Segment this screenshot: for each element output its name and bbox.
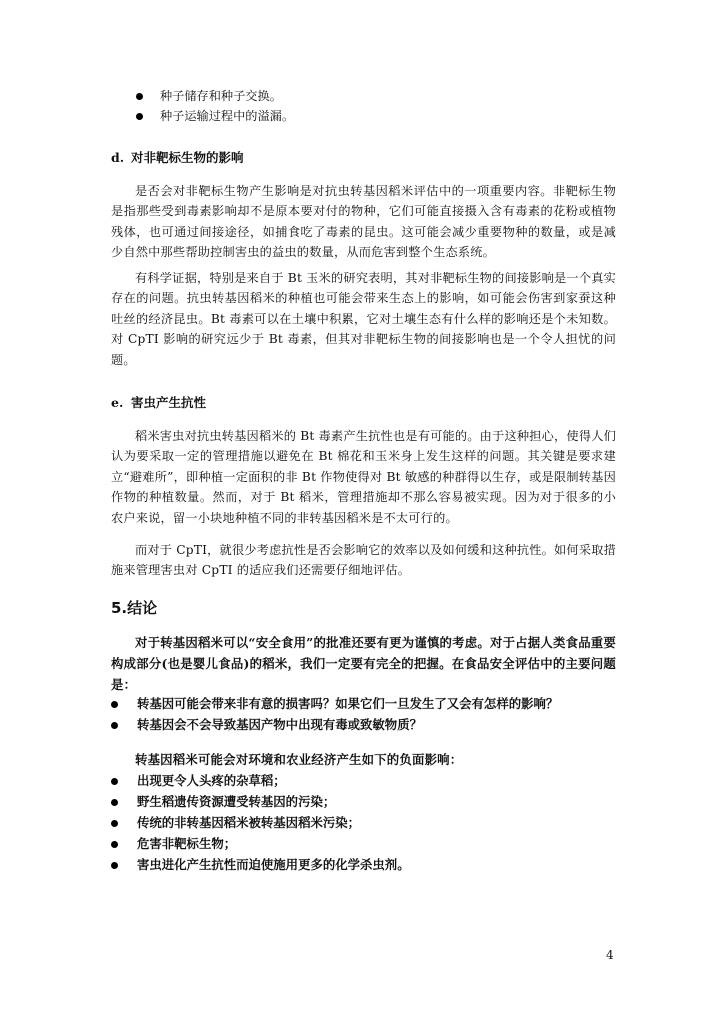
- bullet-icon: [111, 820, 118, 827]
- list-item: 害虫进化产生抗性而迫使施用更多的化学杀虫剂。: [111, 854, 616, 875]
- conclusion-intro: 对于转基因稻米可以“安全食用”的批准还要有更为谨慎的考虑。对于占据人类食品重要构成部分(也是婴儿食品)的稻米，我们一定要有完全的把握。在食品安全评估中的主要问题是：: [111, 635, 616, 692]
- bullet-icon: [111, 841, 118, 848]
- impacts-intro: 转基因稻米可能会对环境和农业经济产生如下的负面影响：: [135, 752, 463, 767]
- bullet-icon: [136, 113, 143, 120]
- food-safety-questions-list: [111, 693, 616, 735]
- bullet-icon: [111, 799, 118, 806]
- bullet-icon: [111, 701, 118, 708]
- section-label: e.: [111, 395, 124, 410]
- section-title: 害虫产生抗性: [131, 395, 207, 410]
- top-bullet-list: [111, 86, 616, 127]
- list-item: 危害非靶标生物；: [111, 833, 616, 854]
- list-item: 种子储存和种子交换。: [111, 86, 616, 106]
- list-item: 出现更令人头疼的杂草稻；: [111, 770, 616, 791]
- list-item: 转基因会不会导致基因产物中出现有毒或致敏物质？: [111, 714, 616, 735]
- section-d-heading: [111, 148, 616, 166]
- section-e-heading: [111, 393, 616, 411]
- bullet-icon: [111, 862, 118, 869]
- negative-impacts-list: [111, 770, 616, 875]
- list-item: 转基因可能会带来非有意的损害吗？如果它们一旦发生了又会有怎样的影响？: [111, 693, 616, 714]
- bullet-icon: [136, 93, 143, 100]
- section-d-paragraph-1: 是否会对非靶标生物产生影响是对抗虫转基因稻米评估中的一项重要内容。非靶标生物是指那些受到毒素影响却不是原本要对付的物种，它们可能直接摄入含有毒素的花粉或植物残体，也可通过间接途径，如捕食吃了毒素的昆虫。这可能会减少重要物种的数量，或是减少自然中那些帮助控制害虫的益虫的数量，从而危害到整个生态系统。: [111, 184, 616, 260]
- list-item: 野生稻遗传资源遭受转基因的污染；: [111, 791, 616, 812]
- section-e-paragraph-1: 稻米害虫对抗虫转基因稻米的 Bt 毒素产生抗性也是有可能的。由于这种担心，使得人们认为要采取一定的管理措施以避免在 Bt 棉花和玉米身上发生这样的问题。其关键是要求建立“避难所”，即种植一定面积的非 Bt 作物使得对 Bt 敏感的种群得以生存，或是限制转基因作物的种植数量。然而，对于 Bt 稻米，管理措施却不那么容易被实现。因为对于很多的小农户来说，留一小块地种植不同的非转基因稻米是不太可行的。: [111, 429, 616, 525]
- bullet-icon: [111, 778, 118, 785]
- list-item: 传统的非转基因稻米被转基因稻米污染；: [111, 812, 616, 833]
- list-item: 种子运输过程中的溢漏。: [111, 106, 616, 126]
- section-d-paragraph-2: 有科学证据，特别是来自于 Bt 玉米的研究表明，其对非靶标生物的间接影响是一个真实存在的问题。抗虫转基因稻米的种植也可能会带来生态上的影响，如可能会伤害到家蚕这种吐丝的经济昆虫。Bt 毒素可以在土壤中积累，它对土壤生态有什么样的影响还是个未知数。对 CpTI 影响的研究远少于 Bt 毒素，但其对非靶标生物的间接影响也是一个令人担忧的问题。: [111, 271, 616, 367]
- page-number: 4: [606, 948, 614, 962]
- conclusion-heading: 5.结论: [111, 599, 158, 617]
- section-label: d.: [111, 150, 125, 165]
- bullet-icon: [111, 722, 118, 729]
- section-e-paragraph-2: 而对于 CpTI，就很少考虑抗性是否会影响它的效率以及如何缓和这种抗性。如何采取措施来管理害虫对 CpTI 的适应我们还需要仔细地评估。: [111, 543, 616, 578]
- section-title: 对非靶标生物的影响: [131, 150, 244, 165]
